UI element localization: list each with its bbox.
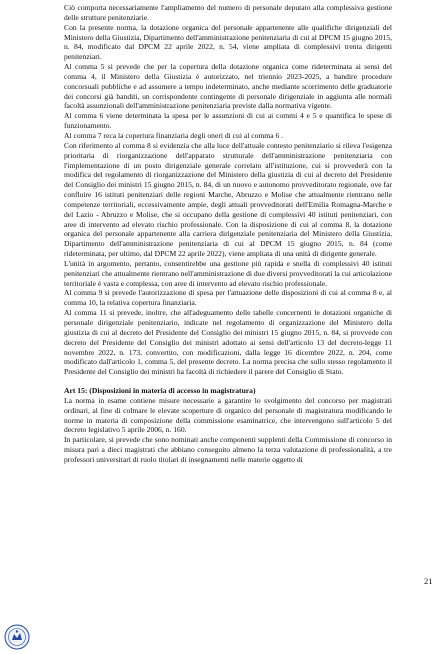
paragraph-4: Al comma 6 viene determinata la spesa per le assunzioni di cui ai commi 4 e 5 e quantifica le spese di funzionamento. (64, 111, 392, 131)
body-text (64, 3, 392, 465)
section-paragraph-1: La norma in esame contiene misure necessarie a garantire lo svolgimento del concorso per magistrati ordinari, al fine di colmare le elevate scoperture di organico del personale di magistratura modificando le norme in materia di composizione della commissione esaminatrice, che intervengono sull'articolo 5 del decreto legislativo 5 aprile 2006, n. 160. (64, 395, 392, 435)
page-number: 21 (424, 576, 433, 586)
paragraph-3: Al comma 5 si prevede che per la copertura della dotazione organica come rideterminata ai sensi del comma 4, il Ministero della Giustizia è autorizzato, nel triennio 2023-2025, a bandire procedure concorsuali pubbliche e ad assumere a tempo indeterminato, anche mediante scorrimento delle graduatorie dei concorsi già banditi, un corrispondente contingente di personale dirigenziale in aggiunta alle normali facoltà assunzionali dell'amministrazione penitenziaria previste dalla normativa vigente. (64, 62, 392, 111)
section-paragraph-2: In particolare, si prevede che sono nominati anche componenti supplenti della Commissione di concorso in misura pari a dieci magistrati che abbiano conseguito almeno la terza valutazione di professionalità, a tre professori universitari di ruolo titolari di insegnamenti nelle materie oggetto di (64, 435, 392, 464)
senate-seal-icon (4, 624, 30, 650)
paragraph-9: Al comma 11 si prevede, inoltre, che all'adeguamento delle tabelle concernenti le dotazioni organiche di personale dirigenziale penitenziario, indicate nel regolamento di organizzazione del Ministero della giustizia di cui al decreto del Presidente del Consiglio dei ministri 15 giugno 2015, n. 84, si provvede con decreto del Presidente del Consiglio dei ministri adottato ai sensi dell'articolo 13 del decreto-legge 11 novembre 2022, n. 173, convertito, con modificazioni, dalla legge 16 dicembre 2022, n. 204, come modificato dall'articolo 1, comma 5, del presente decreto. La norma precisa che sullo stesso regolamento il Presidente del Consiglio dei ministri ha facoltà di richiedere il parere del Consiglio di Stato. (64, 308, 392, 377)
paragraph-5: Al comma 7 reca la copertura finanziaria degli oneri di cui al comma 6 . (64, 130, 284, 140)
section-heading: Art 15: (Disposizioni in materia di accesso in magistratura) (64, 386, 256, 396)
paragraph-6: Con riferimento al comma 8 si evidenzia che alla luce dell'attuale contesto penitenziario si rileva l'esigenza prioritaria di riorganizzazione dell'apparato strutturale dell'amministrazione penitenziaria con l'implementazione di un posto dirigenziale generale correlato all'istituzione, cui si provvederà con la modifica del regolamento di riorganizzazione del Ministero della giustizia di cui al decreto del Presidente del Consiglio dei ministri 15 giugno 2015, n. 84, di un nuovo e autonomo provveditorato regionale, ove far confluire 16 istituti penitenziari delle regioni Marche, Abruzzo e Molise che attualmente rientrano nelle competenze territoriali, eccessivamente ampie, degli attuali provveditorati dell'Emilia Romagna-Marche e del Lazio - Abruzzo e Molise, che si occupano della gestione di complessivi 40 istituti penitenziari, con aree di intervento ad elevato rischio professionale. Con la disposizione di cui al comma 8, la dotazione organica del personale appartenente alla carriera dirigenziale penitenziaria del Ministero della Giustizia, Dipartimento dell'amministrazione penitenziaria di cui al DPCM 15 giugno 2015, n. 84 (come rideterminata, per ultimo, dal DPCM 22 aprile 2022), viene ampliata di una unità di dirigente generale. (64, 140, 392, 259)
paragraph-7: L'unità in argomento, pertanto, consentirebbe una gestione più rapida e snella di complessivi 40 istituti penitenziari che attualmente rientrano nell'amministrazione di due diversi provveditorati la cui articolazione territoriale è vasta e complessa, con aree di intervento ad elevato rischio professionale. (64, 258, 392, 288)
paragraph-1: Ciò comporta necessariamente l'ampliamento del numero di personale deputato alla complessiva gestione delle strutture penitenziarie. (64, 3, 392, 22)
section-spacer (64, 377, 392, 386)
paragraph-8: Al comma 9 si prevede l'autorizzazione di spesa per l'attuazione delle disposizioni di cui al comma 8 e, al comma 10, la relativa copertura finanziaria. (64, 288, 392, 308)
paragraph-2: Con la presente norma, la dotazione organica del personale appartenente alle qualifiche dirigenziali del Ministero della Giustizia, Dipartimento dell'amministrazione penitenziaria di cui al DPCM 15 giugno 2015, n. 84, modificato dal DPCM 22 aprile 2022, n. 54, viene ampliata di complessivi trenta dirigenti penitenziari. (64, 22, 392, 62)
